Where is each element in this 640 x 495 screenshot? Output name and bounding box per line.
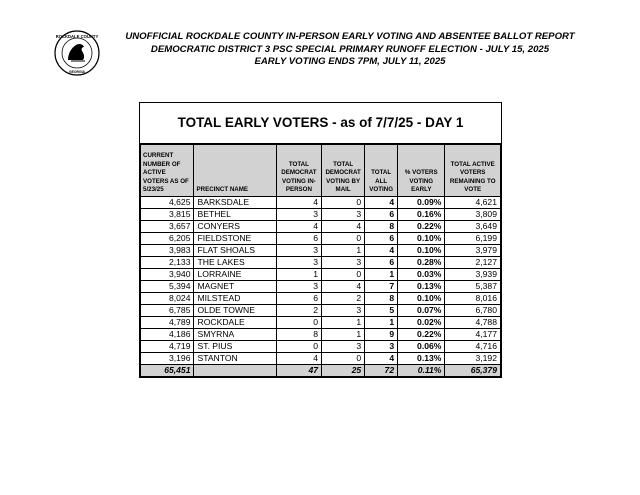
cell-remaining: 3,649 <box>445 221 501 233</box>
cell-remaining: 4,177 <box>445 329 501 341</box>
cell-active-voters: 3,940 <box>141 269 194 281</box>
cell-precinct-name: THE LAKES <box>194 257 276 269</box>
total-active-voters: 65,451 <box>141 365 194 377</box>
cell-precinct-name: LORRAINE <box>194 269 276 281</box>
cell-total-all: 9 <box>365 329 398 341</box>
cell-remaining: 6,780 <box>445 305 501 317</box>
total-total-all: 72 <box>365 365 398 377</box>
col-remaining: TOTAL ACTIVE VOTERS REMAINING TO VOTE <box>445 145 501 197</box>
total-in-person: 47 <box>276 365 321 377</box>
cell-by-mail: 3 <box>322 209 365 221</box>
cell-active-voters: 6,205 <box>141 233 194 245</box>
cell-active-voters: 3,983 <box>141 245 194 257</box>
table-row <box>141 317 501 329</box>
cell-by-mail: 0 <box>322 197 365 209</box>
cell-percent-early: 0.03% <box>398 269 445 281</box>
cell-by-mail: 2 <box>322 293 365 305</box>
table-row <box>141 221 501 233</box>
cell-by-mail: 3 <box>322 257 365 269</box>
cell-by-mail: 0 <box>322 233 365 245</box>
cell-precinct-name: STANTON <box>194 353 276 365</box>
cell-total-all: 8 <box>365 293 398 305</box>
cell-by-mail: 4 <box>322 281 365 293</box>
cell-precinct-name: SMYRNA <box>194 329 276 341</box>
cell-total-all: 7 <box>365 281 398 293</box>
cell-precinct-name: FLAT SHOALS <box>194 245 276 257</box>
header-line-3: EARLY VOTING ENDS 7PM, JULY 11, 2025 <box>254 56 446 67</box>
cell-total-all: 4 <box>365 353 398 365</box>
cell-active-voters: 8,024 <box>141 293 194 305</box>
cell-precinct-name: FIELDSTONE <box>194 233 276 245</box>
cell-percent-early: 0.13% <box>398 353 445 365</box>
cell-remaining: 3,939 <box>445 269 501 281</box>
total-precinct-name <box>194 365 276 377</box>
cell-in-person: 6 <box>276 233 321 245</box>
cell-by-mail: 1 <box>322 245 365 257</box>
cell-in-person: 4 <box>276 197 321 209</box>
cell-remaining: 3,979 <box>445 245 501 257</box>
cell-total-all: 3 <box>365 341 398 353</box>
cell-percent-early: 0.02% <box>398 317 445 329</box>
cell-total-all: 8 <box>365 221 398 233</box>
cell-in-person: 0 <box>276 317 321 329</box>
cell-by-mail: 0 <box>322 353 365 365</box>
cell-total-all: 5 <box>365 305 398 317</box>
cell-by-mail: 1 <box>322 317 365 329</box>
cell-precinct-name: OLDE TOWNE <box>194 305 276 317</box>
col-by-mail: TOTAL DEMOCRAT VOTING BY MAIL <box>322 145 365 197</box>
cell-precinct-name: ROCKDALE <box>194 317 276 329</box>
cell-total-all: 6 <box>365 209 398 221</box>
header-line-2: DEMOCRATIC DISTRICT 3 PSC SPECIAL PRIMARY RUNOFF ELECTION - JULY 15, 2025 <box>150 43 550 55</box>
cell-by-mail: 1 <box>322 329 365 341</box>
cell-remaining: 4,716 <box>445 341 501 353</box>
cell-by-mail: 3 <box>322 305 365 317</box>
header-line-1: UNOFFICIAL ROCKDALE COUNTY IN-PERSON EARLY VOTING AND ABSENTEE BALLOT REPORT <box>125 31 575 42</box>
table-row <box>141 305 501 317</box>
cell-percent-early: 0.09% <box>398 197 445 209</box>
table-row <box>141 233 501 245</box>
col-percent-early: % VOTERS VOTING EARLY <box>398 145 445 197</box>
cell-remaining: 3,192 <box>445 353 501 365</box>
cell-in-person: 3 <box>276 281 321 293</box>
total-remaining: 65,379 <box>445 365 501 377</box>
cell-total-all: 6 <box>365 257 398 269</box>
cell-in-person: 6 <box>276 293 321 305</box>
cell-by-mail: 4 <box>322 221 365 233</box>
total-percent-early: 0.11% <box>398 365 445 377</box>
report-title: TOTAL EARLY VOTERS - as of 7/7/25 - DAY 1 <box>140 103 501 144</box>
cell-total-all: 1 <box>365 317 398 329</box>
table-row <box>141 341 501 353</box>
totals-row <box>141 365 501 377</box>
cell-percent-early: 0.22% <box>398 329 445 341</box>
cell-percent-early: 0.10% <box>398 293 445 305</box>
cell-precinct-name: MAGNET <box>194 281 276 293</box>
col-total-all: TOTAL ALL VOTING <box>365 145 398 197</box>
table-row <box>141 209 501 221</box>
table-row <box>141 281 501 293</box>
table-row <box>141 245 501 257</box>
cell-remaining: 5,387 <box>445 281 501 293</box>
cell-active-voters: 4,186 <box>141 329 194 341</box>
county-seal-logo <box>54 30 100 76</box>
early-voters-report <box>139 102 502 378</box>
table-row <box>141 329 501 341</box>
cell-active-voters: 2,133 <box>141 257 194 269</box>
cell-in-person: 4 <box>276 353 321 365</box>
table-row <box>141 257 501 269</box>
cell-active-voters: 4,719 <box>141 341 194 353</box>
cell-in-person: 4 <box>276 221 321 233</box>
cell-remaining: 4,788 <box>445 317 501 329</box>
table-row <box>141 353 501 365</box>
voters-table <box>140 144 501 377</box>
cell-precinct-name: MILSTEAD <box>194 293 276 305</box>
table-row <box>141 197 501 209</box>
cell-percent-early: 0.22% <box>398 221 445 233</box>
cell-remaining: 4,621 <box>445 197 501 209</box>
cell-active-voters: 3,815 <box>141 209 194 221</box>
cell-active-voters: 5,394 <box>141 281 194 293</box>
cell-in-person: 8 <box>276 329 321 341</box>
cell-precinct-name: BARKSDALE <box>194 197 276 209</box>
cell-percent-early: 0.10% <box>398 245 445 257</box>
cell-total-all: 4 <box>365 197 398 209</box>
table-row <box>141 269 501 281</box>
cell-percent-early: 0.07% <box>398 305 445 317</box>
cell-percent-early: 0.28% <box>398 257 445 269</box>
cell-in-person: 2 <box>276 305 321 317</box>
cell-active-voters: 6,785 <box>141 305 194 317</box>
col-in-person: TOTAL DEMOCRAT VOTING IN-PERSON <box>276 145 321 197</box>
col-precinct-name: PRECINCT NAME <box>194 145 276 197</box>
cell-in-person: 0 <box>276 341 321 353</box>
cell-by-mail: 0 <box>322 269 365 281</box>
table-row <box>141 293 501 305</box>
cell-percent-early: 0.10% <box>398 233 445 245</box>
cell-percent-early: 0.13% <box>398 281 445 293</box>
cell-remaining: 3,809 <box>445 209 501 221</box>
cell-in-person: 3 <box>276 245 321 257</box>
cell-total-all: 4 <box>365 245 398 257</box>
cell-precinct-name: ST. PIUS <box>194 341 276 353</box>
cell-remaining: 6,199 <box>445 233 501 245</box>
total-by-mail: 25 <box>322 365 365 377</box>
seal-text-bottom: GEORGIA <box>68 70 86 74</box>
cell-active-voters: 4,625 <box>141 197 194 209</box>
seal-text-top: ROCKDALE COUNTY <box>55 34 99 39</box>
cell-active-voters: 3,196 <box>141 353 194 365</box>
cell-percent-early: 0.06% <box>398 341 445 353</box>
cell-percent-early: 0.16% <box>398 209 445 221</box>
col-active-voters: CURRENT NUMBER OF ACTIVE VOTERS AS OF 5/23/25 <box>141 145 194 197</box>
cell-precinct-name: CONYERS <box>194 221 276 233</box>
cell-remaining: 2,127 <box>445 257 501 269</box>
cell-in-person: 3 <box>276 257 321 269</box>
cell-active-voters: 4,789 <box>141 317 194 329</box>
cell-by-mail: 3 <box>322 341 365 353</box>
cell-remaining: 8,016 <box>445 293 501 305</box>
table-header-row <box>141 145 501 197</box>
cell-total-all: 1 <box>365 269 398 281</box>
cell-in-person: 1 <box>276 269 321 281</box>
cell-active-voters: 3,657 <box>141 221 194 233</box>
report-header <box>100 31 600 69</box>
cell-total-all: 6 <box>365 233 398 245</box>
cell-precinct-name: BETHEL <box>194 209 276 221</box>
cell-in-person: 3 <box>276 209 321 221</box>
